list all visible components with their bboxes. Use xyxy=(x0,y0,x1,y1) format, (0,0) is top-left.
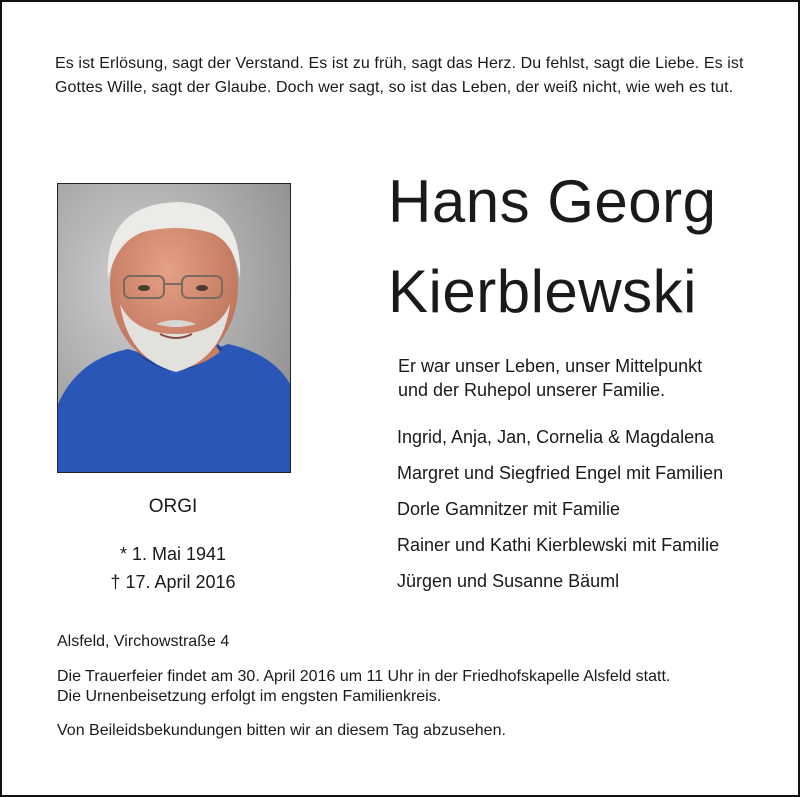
deceased-last-name: Kierblewski xyxy=(388,258,697,325)
quote-text xyxy=(55,52,755,100)
service-line-2: Die Urnenbeisetzung erfolgt im engsten Familienkreis. xyxy=(57,688,442,705)
motto-line-1: Er war unser Leben, unser Mittelpunkt xyxy=(398,356,703,376)
life-dates xyxy=(57,540,289,596)
address: Alsfeld, Virchowstraße 4 xyxy=(57,633,230,650)
service-info xyxy=(57,667,757,707)
service-line-1: Die Trauerfeier findet am 30. April 2016 um 11 Uhr in der Friedhofskapelle Alsfeld statt. xyxy=(57,668,671,685)
mourner-entry: Ingrid, Anja, Jan, Cornelia & Magdalena xyxy=(397,427,715,447)
condolence-request: Von Beileidsbekundungen bitten wir an diesem Tag abzusehen. xyxy=(57,722,506,739)
mourner-entry: Jürgen und Susanne Bäuml xyxy=(397,571,620,591)
mourner-entry: Margret und Siegfried Engel mit Familien xyxy=(397,463,724,483)
portrait-photo xyxy=(57,183,291,473)
motto xyxy=(398,354,702,402)
death-date: † 17. April 2016 xyxy=(110,572,236,592)
motto-line-2: und der Ruhepol unserer Familie. xyxy=(398,380,666,400)
mourners-list xyxy=(397,424,723,604)
mourner-entry: Rainer und Kathi Kierblewski mit Familie xyxy=(397,535,720,555)
deceased-first-name: Hans Georg xyxy=(388,168,717,235)
quote-line-1: Es ist Erlösung, sagt der Verstand. Es ist zu früh, sagt das Herz. Du fehlst, sagt die Liebe. Es ist xyxy=(55,55,744,72)
nickname: ORGI xyxy=(148,496,198,517)
mourner-entry: Dorle Gamnitzer mit Familie xyxy=(397,499,621,519)
quote-line-2: Gottes Wille, sagt der Glaube. Doch wer sagt, so ist das Leben, der weiß nicht, wie weh es tut. xyxy=(55,79,734,96)
birth-date: * 1. Mai 1941 xyxy=(119,544,227,564)
portrait-illustration xyxy=(58,184,290,472)
